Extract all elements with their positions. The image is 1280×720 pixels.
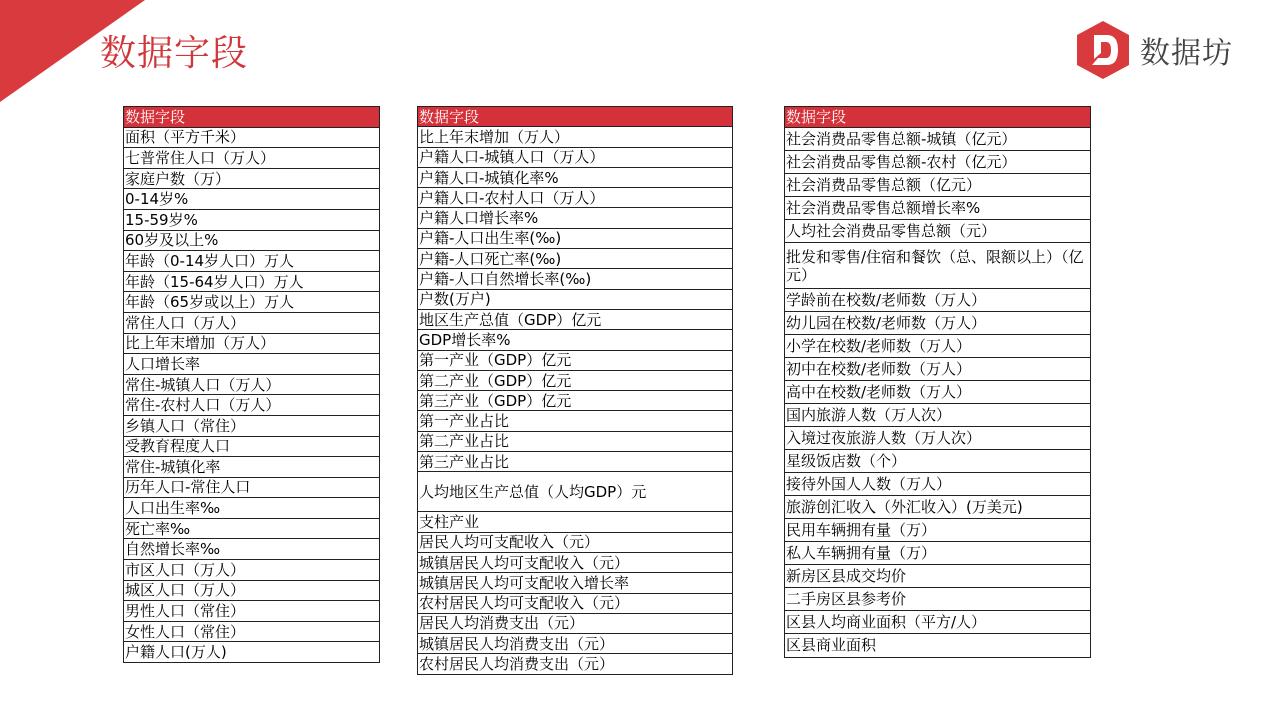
field-name-cell: 户籍人口-城镇化率% — [418, 167, 733, 187]
table-row — [785, 312, 1091, 335]
table-row — [124, 312, 380, 333]
field-name-cell: 地区生产总值（GDP）亿元 — [418, 309, 733, 329]
table-row — [785, 128, 1091, 151]
table-row — [785, 243, 1091, 289]
field-name-cell: 死亡率‰ — [124, 518, 380, 539]
field-name-cell: 女性人口（常住） — [124, 621, 380, 642]
field-name-cell: 户籍-人口自然增长率(‰) — [418, 269, 733, 289]
field-name-cell: 城镇居民人均可支配收入增长率 — [418, 573, 733, 593]
table-row — [418, 613, 733, 633]
table-row — [785, 542, 1091, 565]
table-row — [785, 197, 1091, 220]
table-row — [124, 292, 380, 313]
table-row — [785, 611, 1091, 634]
table-row — [124, 189, 380, 210]
field-name-cell: 学龄前在校数/老师数（万人） — [785, 289, 1091, 312]
field-name-cell: 新房区县成交均价 — [785, 565, 1091, 588]
table-row — [418, 249, 733, 269]
field-name-cell: 比上年末增加（万人） — [418, 127, 733, 147]
table-row — [418, 634, 733, 654]
field-name-cell: 小学在校数/老师数（万人） — [785, 335, 1091, 358]
table-header-row — [124, 107, 380, 128]
field-name-cell: 户数(万户) — [418, 289, 733, 309]
table-row — [418, 147, 733, 167]
table-row — [418, 512, 733, 532]
table-row — [418, 431, 733, 451]
field-name-cell: 常住人口（万人） — [124, 312, 380, 333]
table-row — [418, 573, 733, 593]
table-row — [124, 436, 380, 457]
field-name-cell: 第二产业（GDP）亿元 — [418, 370, 733, 390]
field-name-cell: 户籍-人口死亡率(‰) — [418, 249, 733, 269]
table-row — [785, 634, 1091, 658]
field-name-cell: 男性人口（常住） — [124, 601, 380, 622]
field-name-cell: 幼儿园在校数/老师数（万人） — [785, 312, 1091, 335]
field-name-cell: 高中在校数/老师数（万人） — [785, 381, 1091, 404]
table-row — [785, 496, 1091, 519]
table-row — [124, 539, 380, 560]
table-row — [124, 148, 380, 169]
brand-logo — [1074, 18, 1233, 82]
table-row — [418, 208, 733, 228]
field-name-cell: 城镇居民人均消费支出（元） — [418, 634, 733, 654]
field-name-cell: 15-59岁% — [124, 209, 380, 230]
field-name-cell: 人口出生率‰ — [124, 498, 380, 519]
table-row — [785, 289, 1091, 312]
field-name-cell: 国内旅游人数（万人次） — [785, 404, 1091, 427]
table-row — [785, 588, 1091, 611]
table-row — [418, 472, 733, 512]
table-row — [124, 395, 380, 416]
field-name-cell: 星级饭店数（个） — [785, 450, 1091, 473]
field-name-cell: 城镇居民人均可支配收入（元） — [418, 552, 733, 572]
field-name-cell: 受教育程度人口 — [124, 436, 380, 457]
field-name-cell: 农村居民人均可支配收入（元） — [418, 593, 733, 613]
table-row — [418, 188, 733, 208]
field-name-cell: 社会消费品零售总额-农村（亿元） — [785, 151, 1091, 174]
field-name-cell: 年龄（65岁或以上）万人 — [124, 292, 380, 313]
table-row — [124, 498, 380, 519]
table-row — [124, 560, 380, 581]
field-name-cell: 社会消费品零售总额-城镇（亿元） — [785, 128, 1091, 151]
table-header-cell: 数据字段 — [418, 107, 733, 127]
table-row — [785, 358, 1091, 381]
field-name-cell: 面积（平方千米） — [124, 127, 380, 148]
table-header-row — [418, 107, 733, 127]
table-row — [785, 220, 1091, 243]
table-row — [418, 370, 733, 390]
field-name-cell: 人均社会消费品零售总额（元） — [785, 220, 1091, 243]
field-name-cell: 第一产业占比 — [418, 411, 733, 431]
field-name-cell: 户籍-人口出生率(‰) — [418, 228, 733, 248]
table-header-cell: 数据字段 — [124, 107, 380, 128]
table-row — [124, 642, 380, 663]
table-row — [418, 228, 733, 248]
table-row — [785, 381, 1091, 404]
table-row — [785, 450, 1091, 473]
field-name-cell: 社会消费品零售总额（亿元） — [785, 174, 1091, 197]
page-title: 数据字段 — [100, 33, 249, 74]
field-name-cell: 人均地区生产总值（人均GDP）元 — [418, 472, 733, 512]
field-name-cell: 60岁及以上% — [124, 230, 380, 251]
table-row — [124, 251, 380, 272]
field-name-cell: GDP增长率% — [418, 330, 733, 350]
table-header-cell: 数据字段 — [785, 107, 1091, 128]
table-row — [124, 271, 380, 292]
field-name-cell: 民用车辆拥有量（万） — [785, 519, 1091, 542]
table-row — [124, 621, 380, 642]
table-row — [418, 350, 733, 370]
field-table-1 — [123, 106, 380, 663]
table-row — [785, 151, 1091, 174]
table-row — [418, 309, 733, 329]
table-row — [785, 335, 1091, 358]
field-name-cell: 户籍人口增长率% — [418, 208, 733, 228]
field-name-cell: 常住-农村人口（万人） — [124, 395, 380, 416]
table-row — [418, 593, 733, 613]
field-name-cell: 户籍人口(万人) — [124, 642, 380, 663]
field-name-cell: 户籍人口-城镇人口（万人） — [418, 147, 733, 167]
table-row — [785, 174, 1091, 197]
table-row — [124, 168, 380, 189]
field-table-2 — [417, 106, 733, 675]
table-row — [418, 411, 733, 431]
table-row — [418, 330, 733, 350]
table-row — [124, 601, 380, 622]
field-name-cell: 第三产业占比 — [418, 452, 733, 472]
table-row — [418, 532, 733, 552]
field-name-cell: 居民人均可支配收入（元） — [418, 532, 733, 552]
field-name-cell: 乡镇人口（常住） — [124, 415, 380, 436]
field-name-cell: 接待外国人人数（万人） — [785, 473, 1091, 496]
field-name-cell: 七普常住人口（万人） — [124, 148, 380, 169]
table-row — [418, 269, 733, 289]
field-name-cell: 区县人均商业面积（平方/人） — [785, 611, 1091, 634]
field-name-cell: 居民人均消费支出（元） — [418, 613, 733, 633]
field-name-cell: 第二产业占比 — [418, 431, 733, 451]
logo-text: 数据坊 — [1140, 36, 1233, 71]
field-name-cell: 年龄（15-64岁人口）万人 — [124, 271, 380, 292]
table-row — [418, 452, 733, 472]
table-row — [785, 565, 1091, 588]
field-name-cell: 比上年末增加（万人） — [124, 333, 380, 354]
field-name-cell: 人口增长率 — [124, 354, 380, 375]
field-name-cell: 常住-城镇化率 — [124, 457, 380, 478]
table-header-row — [785, 107, 1091, 128]
field-name-cell: 入境过夜旅游人数（万人次） — [785, 427, 1091, 450]
table-row — [124, 209, 380, 230]
table-row — [785, 519, 1091, 542]
table-row — [785, 404, 1091, 427]
table-row — [124, 415, 380, 436]
table-row — [418, 391, 733, 411]
field-name-cell: 0-14岁% — [124, 189, 380, 210]
table-row — [124, 374, 380, 395]
field-table-3 — [784, 106, 1091, 658]
field-name-cell: 区县商业面积 — [785, 634, 1091, 658]
field-name-cell: 自然增长率‰ — [124, 539, 380, 560]
field-name-cell: 旅游创汇收入（外汇收入）(万美元) — [785, 496, 1091, 519]
field-name-cell: 第一产业（GDP）亿元 — [418, 350, 733, 370]
table-row — [418, 552, 733, 572]
field-name-cell: 常住-城镇人口（万人） — [124, 374, 380, 395]
field-name-cell: 社会消费品零售总额增长率% — [785, 197, 1091, 220]
field-name-cell: 私人车辆拥有量（万） — [785, 542, 1091, 565]
field-name-cell: 第三产业（GDP）亿元 — [418, 391, 733, 411]
field-name-cell: 批发和零售/住宿和餐饮（总、限额以上）（亿元） — [785, 243, 1091, 289]
field-name-cell: 家庭户数（万） — [124, 168, 380, 189]
field-name-cell: 户籍人口-农村人口（万人） — [418, 188, 733, 208]
field-name-cell: 农村居民人均消费支出（元） — [418, 654, 733, 674]
table-row — [124, 333, 380, 354]
table-row — [124, 457, 380, 478]
table-row — [124, 477, 380, 498]
field-name-cell: 初中在校数/老师数（万人） — [785, 358, 1091, 381]
table-row — [785, 427, 1091, 450]
field-name-cell: 历年人口-常住人口 — [124, 477, 380, 498]
table-row — [124, 354, 380, 375]
field-name-cell: 年龄（0-14岁人口）万人 — [124, 251, 380, 272]
field-name-cell: 二手房区县参考价 — [785, 588, 1091, 611]
table-row — [418, 289, 733, 309]
table-row — [124, 518, 380, 539]
table-row — [124, 127, 380, 148]
table-row — [418, 127, 733, 147]
table-row — [785, 473, 1091, 496]
data-workshop-logo-icon — [1074, 19, 1132, 81]
field-name-cell: 支柱产业 — [418, 512, 733, 532]
table-row — [418, 654, 733, 674]
table-row — [124, 230, 380, 251]
table-row — [124, 580, 380, 601]
field-name-cell: 市区人口（万人） — [124, 560, 380, 581]
table-row — [418, 167, 733, 187]
field-name-cell: 城区人口（万人） — [124, 580, 380, 601]
